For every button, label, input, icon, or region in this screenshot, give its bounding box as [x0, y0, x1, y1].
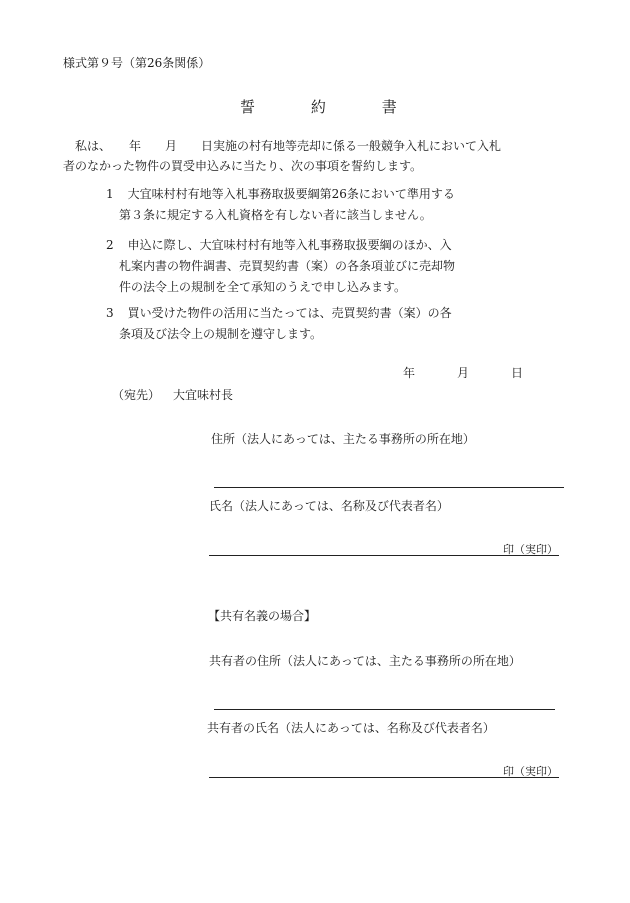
- date-day: 日: [511, 366, 524, 380]
- form-number: 様式第９号（第26条関係）: [63, 56, 211, 70]
- item-text: 大宜味村村有地等入札事務取扱要綱第26条において準用する: [127, 187, 455, 201]
- name-label: 氏名（法人にあっては、名称及び代表者名）: [209, 499, 449, 513]
- date-year: 年: [403, 366, 416, 380]
- co-owner-name-label: 共有者の氏名（法人にあっては、名称及び代表者名）: [207, 721, 495, 735]
- item-text: 札案内書の物件調書、売買契約書（案）の各条項並びに売却物: [119, 259, 456, 273]
- addressee-prefix: （宛先）: [112, 388, 161, 402]
- item-text: 条項及び法令上の規制を遵守します。: [119, 327, 323, 341]
- address-label: 住所（法人にあっては、主たる事務所の所在地）: [211, 432, 475, 446]
- pledge-item-2: [106, 235, 455, 298]
- pledge-item-3: [106, 303, 452, 345]
- pledge-item-1: [106, 184, 455, 226]
- item-number: 1: [106, 187, 114, 201]
- item-text: 第３条に規定する入札資格を有しない者に該当しません。: [119, 208, 432, 222]
- intro-line: 者のなかった物件の買受申込みに当たり、次の事項を誓約します。: [63, 159, 423, 173]
- address-line[interactable]: [214, 487, 564, 488]
- co-owner-heading: 【共有名義の場合】: [208, 609, 317, 623]
- title-char: 書: [381, 98, 397, 116]
- title-char: 約: [310, 98, 326, 116]
- intro-line: 私は、 年 月 日実施の村有地等売却に係る一般競争入札において入札: [63, 139, 502, 153]
- page-title: [240, 96, 397, 117]
- item-text: 買い受けた物件の活用に当たっては、売買契約書（案）の各: [127, 306, 452, 320]
- item-text: 申込に際し、大宜味村村有地等入札事務取扱要綱のほか、入: [127, 238, 452, 252]
- item-text: 件の法令上の規制を全て承知のうえで申し込みます。: [119, 280, 407, 294]
- co-owner-address-label: 共有者の住所（法人にあっては、主たる事務所の所在地）: [209, 654, 521, 668]
- intro-paragraph: [63, 136, 501, 176]
- addressee-name: 大宜味村長: [173, 388, 234, 402]
- item-number: 3: [106, 306, 114, 320]
- title-char: 誓: [240, 98, 256, 116]
- co-owner-seal-label: 印（実印）: [503, 765, 558, 778]
- co-owner-address-line[interactable]: [214, 709, 555, 710]
- date-month: 月: [457, 366, 470, 380]
- seal-label: 印（実印）: [503, 543, 558, 556]
- item-number: 2: [106, 238, 114, 252]
